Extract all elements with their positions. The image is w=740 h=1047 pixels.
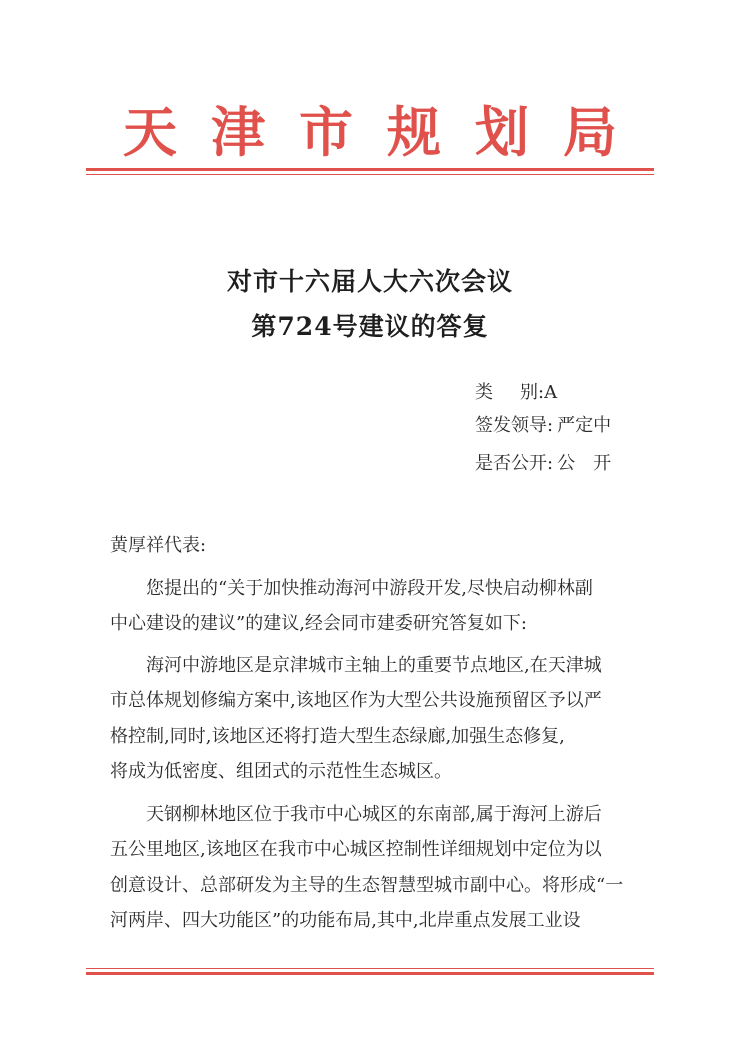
- meta-category-label-b: 别:: [520, 382, 545, 403]
- body-line: 海河中游地区是京津城市主轴上的重要节点地区,在天津城: [146, 655, 602, 676]
- salutation: 黄厚祥代表:: [110, 535, 207, 556]
- body-line: 您提出的“关于加快推动海河中游段开发,尽快启动柳林副: [146, 578, 593, 599]
- masthead-org-name: 天津市规划局: [123, 100, 651, 164]
- meta-category: [475, 381, 557, 405]
- meta-public-value: 公 开: [557, 453, 612, 474]
- meta-signer: [475, 414, 611, 438]
- body-line: 格控制,同时,该地区还将打造大型生态绿廊,加强生态修复,: [110, 726, 565, 747]
- masthead-divider: [86, 168, 654, 175]
- body-line: 创意设计、总部研发为主导的生态智慧型城市副中心。将形成“一: [110, 875, 624, 896]
- meta-category-value: A: [544, 382, 558, 403]
- body-line: 五公里地区,该地区在我市中心城区控制性详细规划中定位为以: [110, 839, 602, 860]
- meta-public: [475, 452, 611, 476]
- document-title-line-1: 对市十六届人大六次会议: [226, 267, 513, 296]
- masthead-divider-thick: [86, 168, 654, 171]
- meta-signer-label: 签发领导:: [475, 415, 554, 436]
- footer-divider-thin: [86, 968, 654, 969]
- footer-divider: [86, 968, 654, 975]
- body-line: 中心建设的建议”的建议,经会同市建委研究答复如下:: [110, 613, 527, 634]
- meta-signer-value: 严定中: [557, 415, 612, 436]
- body-line: 市总体规划修编方案中,该地区作为大型公共设施预留区予以严: [110, 690, 602, 711]
- body-line: 河两岸、四大功能区”的功能布局,其中,北岸重点发展工业设: [110, 910, 581, 931]
- body-line: 将成为低密度、组团式的示范性生态城区。: [110, 761, 452, 782]
- meta-category-label-a: 类: [475, 382, 520, 403]
- masthead-divider-thin: [86, 174, 654, 175]
- body-line: 天钢柳林地区位于我市中心城区的东南部,属于海河上游后: [146, 804, 602, 825]
- document-title-line-2: 第724号建议的答复: [251, 312, 489, 341]
- meta-public-label: 是否公开:: [475, 453, 554, 474]
- footer-divider-thick: [86, 972, 654, 975]
